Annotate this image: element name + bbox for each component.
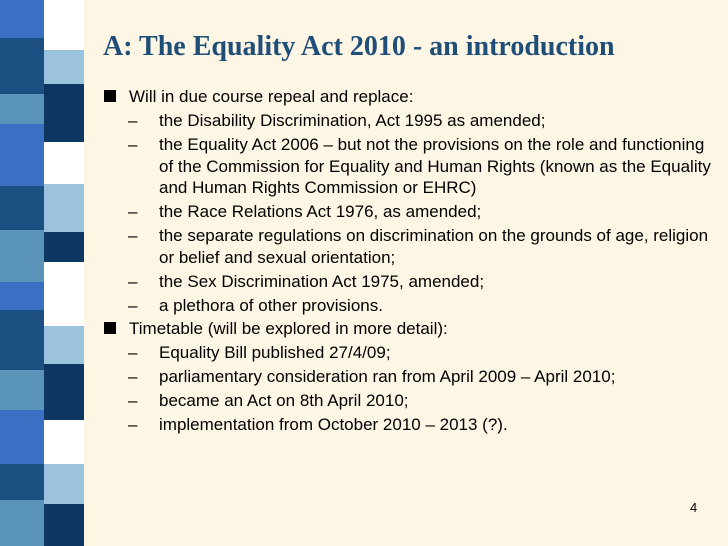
stripe-block [0,310,44,370]
stripe-block [44,50,84,84]
sub-bullet-text: the Disability Discrimination, Act 1995 as amended; [159,111,546,130]
sub-bullet-text: implementation from October 2010 – 2013 (?). [159,415,508,434]
sub-bullet-text: parliamentary consideration ran from April 2009 – April 2010; [159,367,616,386]
sub-bullet [104,295,712,317]
stripe-block [0,464,44,500]
sub-bullet-text: the Sex Discrimination Act 1975, amended; [159,271,485,291]
dash-bullet-icon: – [128,111,138,130]
sub-bullet-text: Equality Bill published 27/4/09; [159,343,391,362]
stripe-block [44,464,84,504]
stripe-block [0,186,44,230]
dash-bullet-icon: – [128,271,138,291]
dash-bullet-icon: – [128,226,138,245]
bullet-text: Will in due course repeal and replace: [129,87,414,106]
sub-bullet [104,225,712,268]
decorative-stripe [0,0,84,546]
stripe-block [44,0,84,50]
slide-body [104,84,712,436]
bullet-repeal [104,86,712,108]
dash-bullet-icon: – [128,367,138,386]
slide-title: A: The Equality Act 2010 - an introduction [103,31,615,62]
square-bullet-icon [104,90,116,102]
stripe-block [44,84,84,142]
dash-bullet-icon: – [128,415,138,434]
sub-bullet-text: the separate regulations on discrimination on the grounds of age, religion or belief and sexual orientation; [159,226,709,267]
sub-bullet-text: the Race Relations Act 1976, as amended; [159,202,482,221]
sub-bullet [104,271,712,293]
stripe-block [44,364,84,420]
sub-bullet-text: became an Act on 8th April 2010; [159,391,409,410]
sub-bullet-text: the Equality Act 2006 – but not the provisions on the role and functioning of the Commission for Equality and Human Rights (known as the Equality and Human Rights Commission or EHRC) [159,135,711,197]
square-bullet-icon [104,322,116,334]
dash-bullet-icon: – [128,295,138,315]
bullet-text: Timetable (will be explored in more detail): [129,319,448,338]
sub-bullet [104,414,712,436]
dash-bullet-icon: – [128,135,138,154]
stripe-block [0,370,44,410]
sub-bullet [104,110,712,132]
dash-bullet-icon: – [128,391,138,410]
dash-bullet-icon: – [128,202,138,221]
stripe-block [0,0,44,38]
sub-bullet [104,390,712,412]
stripe-block [44,142,84,184]
stripe-block [44,262,84,326]
stripe-block [0,282,44,310]
stripe-block [44,420,84,464]
stripe-block [0,38,44,94]
stripe-block [0,94,44,124]
sub-bullet [104,342,712,364]
bullet-timetable [104,318,712,340]
stripe-block [0,410,44,464]
sub-bullet [104,134,712,199]
stripe-block [0,230,44,282]
sub-bullet [104,201,712,223]
sub-bullet-text: a plethora of other provisions. [159,295,383,315]
stripe-block [44,326,84,364]
sub-bullet [104,366,712,388]
stripe-block [44,504,84,546]
dash-bullet-icon: – [128,343,138,362]
page-number: 4 [690,500,698,515]
stripe-block [0,124,44,186]
stripe-block [0,500,44,546]
stripe-block [44,184,84,232]
stripe-block [44,232,84,262]
